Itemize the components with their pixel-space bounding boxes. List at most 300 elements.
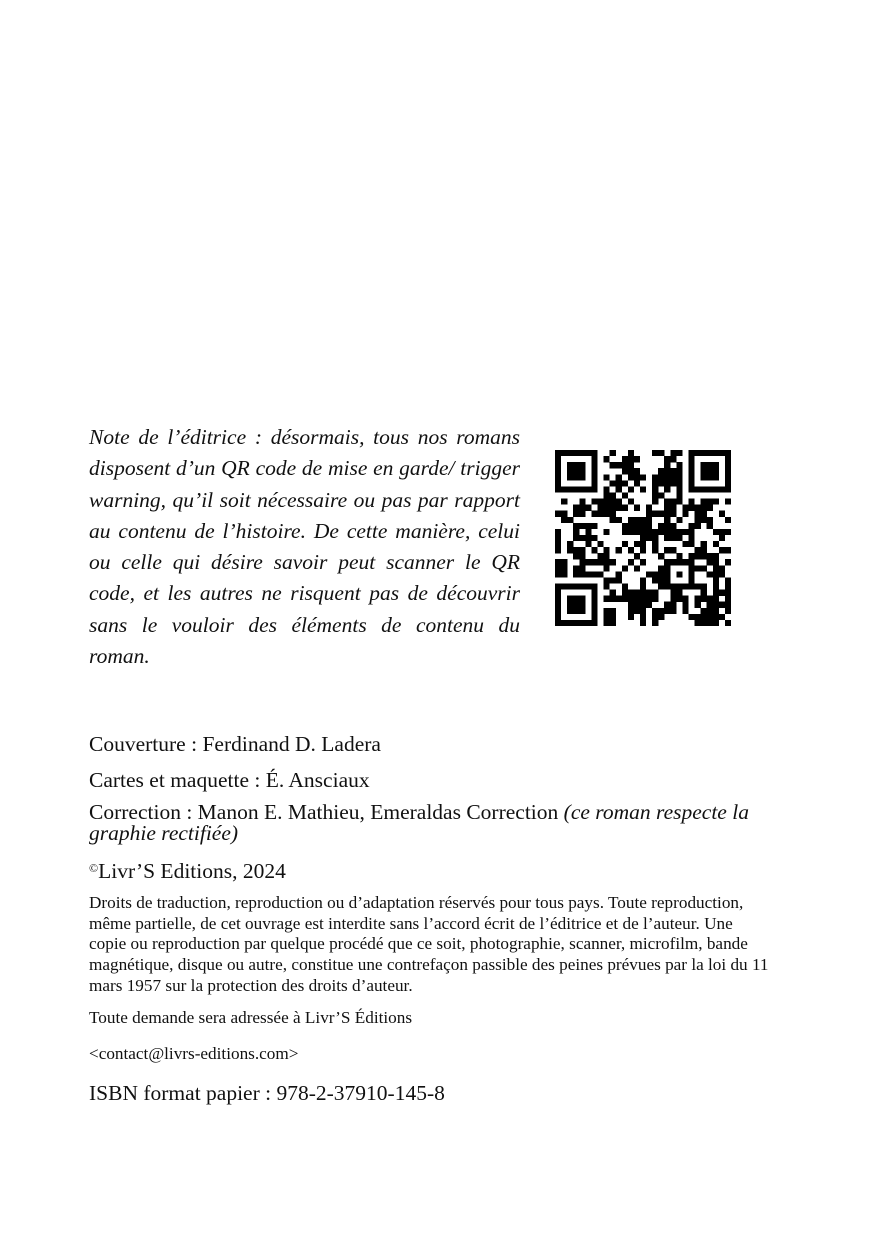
qr-module bbox=[646, 523, 652, 529]
qr-module bbox=[719, 511, 725, 517]
qr-module bbox=[604, 565, 610, 571]
qr-module bbox=[713, 608, 719, 614]
qr-module bbox=[567, 602, 573, 608]
qr-module bbox=[579, 602, 585, 608]
qr-module bbox=[670, 596, 676, 602]
qr-module bbox=[579, 547, 585, 553]
qr-module bbox=[689, 468, 695, 474]
qr-module bbox=[634, 474, 640, 480]
qr-module bbox=[652, 541, 658, 547]
qr-module bbox=[701, 584, 707, 590]
qr-module bbox=[695, 584, 701, 590]
qr-module bbox=[640, 535, 646, 541]
contact-email[interactable]: <contact@livrs-editions.com> bbox=[89, 1043, 299, 1063]
qr-module bbox=[561, 486, 567, 492]
qr-module bbox=[701, 608, 707, 614]
qr-module bbox=[713, 596, 719, 602]
qr-module bbox=[707, 486, 713, 492]
qr-module bbox=[579, 499, 585, 505]
qr-module bbox=[664, 529, 670, 535]
qr-module bbox=[676, 480, 682, 486]
qr-module bbox=[610, 517, 616, 523]
qr-module bbox=[585, 486, 591, 492]
qr-module bbox=[591, 596, 597, 602]
qr-module bbox=[646, 571, 652, 577]
qr-module bbox=[719, 486, 725, 492]
qr-module bbox=[597, 511, 603, 517]
qr-module bbox=[622, 468, 628, 474]
qr-module bbox=[555, 462, 561, 468]
qr-module bbox=[640, 614, 646, 620]
qr-module bbox=[682, 584, 688, 590]
qr-module bbox=[579, 523, 585, 529]
qr-module bbox=[640, 559, 646, 565]
qr-module bbox=[579, 462, 585, 468]
qr-module bbox=[664, 456, 670, 462]
qr-module bbox=[658, 523, 664, 529]
qr-module bbox=[634, 608, 640, 614]
qr-module bbox=[555, 602, 561, 608]
qr-module bbox=[622, 523, 628, 529]
qr-module bbox=[555, 596, 561, 602]
qr-module bbox=[604, 474, 610, 480]
qr-module bbox=[658, 565, 664, 571]
qr-module bbox=[664, 559, 670, 565]
qr-module bbox=[555, 511, 561, 517]
qr-module bbox=[567, 468, 573, 474]
qr-module bbox=[628, 559, 634, 565]
qr-module bbox=[579, 596, 585, 602]
qr-module bbox=[610, 620, 616, 626]
qr-module bbox=[640, 529, 646, 535]
qr-module bbox=[628, 462, 634, 468]
qr-module bbox=[573, 596, 579, 602]
qr-module bbox=[658, 529, 664, 535]
qr-module bbox=[652, 511, 658, 517]
qr-module bbox=[628, 456, 634, 462]
qr-module bbox=[634, 602, 640, 608]
qr-module bbox=[713, 565, 719, 571]
qr-module bbox=[573, 450, 579, 456]
qr-module bbox=[555, 529, 561, 535]
qr-module bbox=[604, 559, 610, 565]
qr-module bbox=[591, 559, 597, 565]
qr-module bbox=[701, 505, 707, 511]
qr-module bbox=[701, 547, 707, 553]
qr-module bbox=[567, 584, 573, 590]
qr-module bbox=[628, 596, 634, 602]
qr-module bbox=[591, 456, 597, 462]
qr-module bbox=[701, 553, 707, 559]
qr-module bbox=[707, 608, 713, 614]
qr-module bbox=[707, 462, 713, 468]
qr-module bbox=[573, 529, 579, 535]
qr-module bbox=[652, 571, 658, 577]
qr-module bbox=[604, 511, 610, 517]
qr-module bbox=[658, 614, 664, 620]
qr-module bbox=[707, 499, 713, 505]
qr-module bbox=[713, 499, 719, 505]
qr-module bbox=[604, 608, 610, 614]
qr-module bbox=[701, 596, 707, 602]
qr-module bbox=[725, 559, 731, 565]
qr-module bbox=[652, 529, 658, 535]
qr-module bbox=[591, 608, 597, 614]
qr-module bbox=[682, 541, 688, 547]
qr-module bbox=[701, 565, 707, 571]
qr-module bbox=[640, 486, 646, 492]
qr-module bbox=[604, 499, 610, 505]
qr-module bbox=[676, 559, 682, 565]
qr-module bbox=[555, 565, 561, 571]
qr-module bbox=[646, 529, 652, 535]
qr-module bbox=[610, 450, 616, 456]
qr-module bbox=[695, 596, 701, 602]
qr-module bbox=[689, 535, 695, 541]
rights-notice: Droits de traduction, reproduction ou d’adaptation réservés pour tous pays. Toute reproduction, même partielle, de cet ouvrage est interdite sans l’accord écrit de l’éditrice et de l’auteur. Une copie ou reproduction par quelque procédé que ce soit, photographie, scanner, microfilm, bande magnétique, disque ou autre, constitue une contrefaçon passible des peines prévues par la loi du 11 mars 1957 sur la protection des droits d’auteur. bbox=[89, 893, 769, 995]
qr-module bbox=[591, 584, 597, 590]
qr-module bbox=[713, 620, 719, 626]
qr-module bbox=[664, 474, 670, 480]
qr-module bbox=[652, 577, 658, 583]
qr-module bbox=[713, 577, 719, 583]
qr-module bbox=[725, 517, 731, 523]
isbn-line: ISBN format papier : 978-2-37910-145-8 bbox=[89, 1080, 445, 1105]
qr-module bbox=[640, 523, 646, 529]
qr-module bbox=[689, 474, 695, 480]
qr-module bbox=[616, 596, 622, 602]
qr-module bbox=[585, 450, 591, 456]
qr-module bbox=[689, 523, 695, 529]
qr-module bbox=[591, 614, 597, 620]
qr-module bbox=[585, 505, 591, 511]
qr-module bbox=[610, 559, 616, 565]
qr-module bbox=[664, 505, 670, 511]
qr-module bbox=[701, 590, 707, 596]
qr-module bbox=[713, 450, 719, 456]
qr-module bbox=[579, 553, 585, 559]
qr-module bbox=[567, 541, 573, 547]
qr-module bbox=[573, 462, 579, 468]
qr-module bbox=[628, 486, 634, 492]
qr-module bbox=[695, 517, 701, 523]
qr-module bbox=[604, 492, 610, 498]
qr-module bbox=[725, 529, 731, 535]
qr-module bbox=[695, 565, 701, 571]
qr-module bbox=[573, 547, 579, 553]
qr-module bbox=[695, 614, 701, 620]
qr-module bbox=[689, 577, 695, 583]
qr-module bbox=[701, 462, 707, 468]
qr-module bbox=[676, 529, 682, 535]
qr-module bbox=[652, 596, 658, 602]
qr-code-graphic bbox=[555, 450, 731, 626]
qr-module bbox=[664, 523, 670, 529]
qr-module bbox=[640, 590, 646, 596]
qr-module bbox=[670, 608, 676, 614]
qr-module bbox=[725, 474, 731, 480]
qr-module bbox=[670, 523, 676, 529]
qr-module bbox=[555, 590, 561, 596]
qr-module bbox=[646, 590, 652, 596]
qr-module bbox=[652, 547, 658, 553]
qr-module bbox=[719, 590, 725, 596]
qr-module bbox=[707, 559, 713, 565]
qr-module bbox=[658, 474, 664, 480]
qr-module bbox=[555, 620, 561, 626]
qr-module bbox=[664, 486, 670, 492]
qr-module bbox=[670, 468, 676, 474]
qr-module bbox=[561, 565, 567, 571]
qr-module bbox=[676, 596, 682, 602]
qr-module bbox=[567, 450, 573, 456]
qr-module bbox=[664, 577, 670, 583]
qr-module bbox=[670, 474, 676, 480]
qr-module bbox=[652, 620, 658, 626]
qr-module bbox=[707, 614, 713, 620]
qr-module bbox=[628, 590, 634, 596]
qr-module bbox=[676, 571, 682, 577]
qr-module bbox=[670, 535, 676, 541]
qr-module bbox=[725, 577, 731, 583]
qr-module bbox=[725, 480, 731, 486]
qr-module bbox=[573, 553, 579, 559]
qr-module bbox=[579, 450, 585, 456]
qr-module bbox=[646, 596, 652, 602]
qr-module bbox=[567, 596, 573, 602]
qr-module bbox=[713, 462, 719, 468]
qr-module bbox=[707, 450, 713, 456]
qr-module bbox=[658, 577, 664, 583]
qr-module bbox=[555, 480, 561, 486]
qr-module bbox=[664, 480, 670, 486]
qr-module bbox=[682, 596, 688, 602]
qr-module bbox=[591, 523, 597, 529]
qr-module bbox=[713, 486, 719, 492]
qr-module bbox=[707, 620, 713, 626]
qr-module bbox=[555, 474, 561, 480]
editor-note bbox=[89, 422, 520, 672]
qr-module bbox=[689, 553, 695, 559]
qr-module bbox=[555, 614, 561, 620]
qr-module bbox=[658, 480, 664, 486]
qr-module bbox=[713, 590, 719, 596]
qr-module bbox=[682, 602, 688, 608]
credits-block bbox=[89, 730, 769, 1107]
qr-module bbox=[561, 571, 567, 577]
qr-module bbox=[701, 468, 707, 474]
qr-module bbox=[579, 620, 585, 626]
qr-module bbox=[555, 486, 561, 492]
qr-module bbox=[670, 456, 676, 462]
qr-module bbox=[567, 608, 573, 614]
qr-module bbox=[707, 468, 713, 474]
qr-module bbox=[652, 492, 658, 498]
qr-module bbox=[664, 535, 670, 541]
qr-module bbox=[561, 517, 567, 523]
qr-module bbox=[597, 505, 603, 511]
qr-module bbox=[610, 511, 616, 517]
qr-module bbox=[725, 608, 731, 614]
qr-module bbox=[640, 584, 646, 590]
qr-module bbox=[670, 505, 676, 511]
qr-module bbox=[701, 450, 707, 456]
qr-module bbox=[555, 559, 561, 565]
qr-module bbox=[701, 499, 707, 505]
qr-module bbox=[579, 511, 585, 517]
qr-module bbox=[664, 584, 670, 590]
qr-module bbox=[616, 571, 622, 577]
qr-module bbox=[664, 462, 670, 468]
qr-module bbox=[634, 523, 640, 529]
qr-module bbox=[604, 577, 610, 583]
qr-module bbox=[701, 517, 707, 523]
copyright-symbol: © bbox=[89, 861, 99, 875]
qr-module bbox=[676, 462, 682, 468]
qr-module bbox=[670, 559, 676, 565]
qr-module bbox=[579, 474, 585, 480]
qr-module bbox=[573, 608, 579, 614]
qr-module bbox=[628, 602, 634, 608]
qr-module bbox=[640, 577, 646, 583]
maps-credit: Cartes et maquette : É. Ansciaux bbox=[89, 768, 370, 792]
qr-module bbox=[719, 571, 725, 577]
qr-module bbox=[610, 596, 616, 602]
qr-module bbox=[640, 541, 646, 547]
qr-module bbox=[725, 468, 731, 474]
qr-module bbox=[585, 523, 591, 529]
qr-module bbox=[695, 486, 701, 492]
qr-module bbox=[610, 492, 616, 498]
qr-module bbox=[597, 499, 603, 505]
qr-module bbox=[610, 499, 616, 505]
qr-module bbox=[561, 499, 567, 505]
qr-module bbox=[664, 547, 670, 553]
qr-module bbox=[597, 559, 603, 565]
qr-module bbox=[640, 602, 646, 608]
qr-module bbox=[664, 511, 670, 517]
qr-module bbox=[591, 480, 597, 486]
qr-module bbox=[719, 602, 725, 608]
qr-module bbox=[689, 486, 695, 492]
qr-module bbox=[689, 584, 695, 590]
qr-module bbox=[689, 505, 695, 511]
qr-module bbox=[676, 499, 682, 505]
qr-module bbox=[676, 584, 682, 590]
qr-module bbox=[573, 602, 579, 608]
qr-module bbox=[622, 596, 628, 602]
qr-module bbox=[561, 584, 567, 590]
qr-module bbox=[707, 553, 713, 559]
qr-module bbox=[591, 535, 597, 541]
qr-module bbox=[622, 456, 628, 462]
qr-module bbox=[652, 474, 658, 480]
qr-module bbox=[555, 571, 561, 577]
qr-module bbox=[713, 541, 719, 547]
qr-module bbox=[591, 486, 597, 492]
qr-module bbox=[725, 596, 731, 602]
qr-module bbox=[676, 535, 682, 541]
qr-module bbox=[646, 535, 652, 541]
qr-module bbox=[701, 511, 707, 517]
qr-module bbox=[652, 535, 658, 541]
qr-module bbox=[573, 535, 579, 541]
qr-module bbox=[616, 474, 622, 480]
qr-module bbox=[628, 547, 634, 553]
qr-module bbox=[591, 571, 597, 577]
qr-module bbox=[585, 620, 591, 626]
qr-module bbox=[616, 505, 622, 511]
qr-module bbox=[555, 584, 561, 590]
qr-module bbox=[591, 602, 597, 608]
qr-module bbox=[573, 511, 579, 517]
qr-module bbox=[634, 590, 640, 596]
qr-module bbox=[713, 559, 719, 565]
qr-module bbox=[555, 547, 561, 553]
qr-module bbox=[725, 450, 731, 456]
qr-module bbox=[591, 499, 597, 505]
qr-module bbox=[573, 468, 579, 474]
qr-module bbox=[597, 541, 603, 547]
qr-module bbox=[628, 450, 634, 456]
qr-module bbox=[579, 608, 585, 614]
qr-module bbox=[695, 620, 701, 626]
qr-module bbox=[695, 602, 701, 608]
qr-module bbox=[695, 450, 701, 456]
qr-module bbox=[579, 486, 585, 492]
qr-module bbox=[707, 571, 713, 577]
qr-module bbox=[579, 565, 585, 571]
qr-module bbox=[725, 602, 731, 608]
qr-module bbox=[585, 584, 591, 590]
qr-module bbox=[719, 565, 725, 571]
qr-module bbox=[676, 450, 682, 456]
qr-module bbox=[652, 450, 658, 456]
qr-module bbox=[634, 480, 640, 486]
qr-module bbox=[622, 590, 628, 596]
qr-module bbox=[725, 499, 731, 505]
qr-module bbox=[664, 517, 670, 523]
cover-credit: Couverture : Ferdinand D. Ladera bbox=[89, 732, 381, 756]
qr-module bbox=[689, 529, 695, 535]
qr-module bbox=[591, 590, 597, 596]
qr-module bbox=[713, 529, 719, 535]
qr-module bbox=[616, 486, 622, 492]
qr-module bbox=[652, 499, 658, 505]
qr-module bbox=[610, 505, 616, 511]
qr-module bbox=[616, 547, 622, 553]
qr-module bbox=[640, 596, 646, 602]
qr-module bbox=[561, 559, 567, 565]
qr-module bbox=[573, 584, 579, 590]
qr-module bbox=[670, 529, 676, 535]
qr-module bbox=[664, 571, 670, 577]
qr-module bbox=[713, 553, 719, 559]
qr-module bbox=[682, 529, 688, 535]
qr-module bbox=[634, 529, 640, 535]
qr-module bbox=[689, 499, 695, 505]
qr-module bbox=[604, 553, 610, 559]
qr-module bbox=[701, 486, 707, 492]
qr-module bbox=[585, 541, 591, 547]
qr-module bbox=[573, 486, 579, 492]
qr-module bbox=[652, 486, 658, 492]
qr-module bbox=[676, 486, 682, 492]
qr-module bbox=[658, 553, 664, 559]
qr-module bbox=[604, 620, 610, 626]
qr-module bbox=[689, 571, 695, 577]
copyright-line bbox=[89, 854, 769, 885]
